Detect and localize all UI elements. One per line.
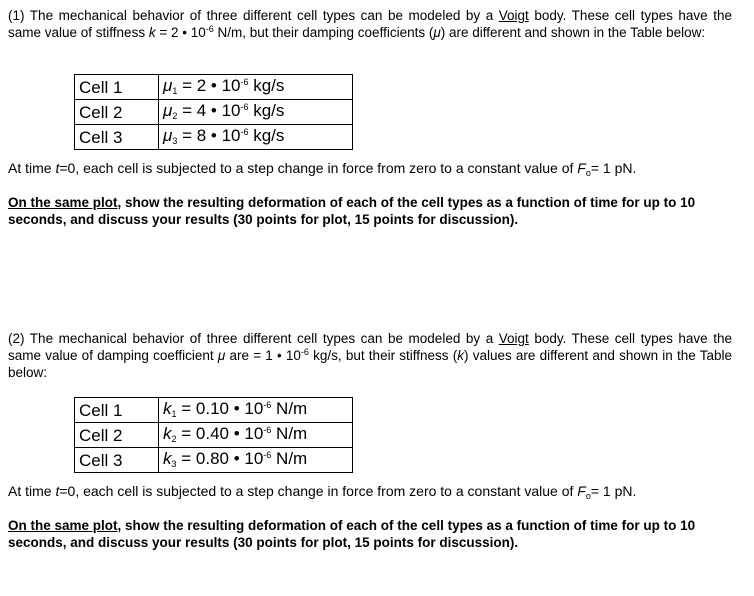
problem1-task: On the same plot, show the resulting deformation of each of the cell types as a function of time for up to 10 seconds, and discuss your results (30 points for plot, 15 points for discussion). bbox=[8, 195, 696, 227]
problem2-task: On the same plot, show the resulting deformation of each of the cell types as a function of time for up to 10 seconds, and discuss your results (30 points for plot, 15 points for discussion). bbox=[8, 518, 696, 550]
table-row bbox=[75, 125, 353, 150]
cell-name: Cell 3 bbox=[75, 448, 159, 473]
problem1-table bbox=[74, 74, 353, 150]
table-row bbox=[75, 100, 353, 125]
damping-value: $\mu_2 = 4$ • $10^{-6}$ kg/s bbox=[159, 100, 353, 125]
cell-name: Cell 2 bbox=[75, 100, 159, 125]
problem2-intro: (2) The mechanical behavior of three different cell types can be modeled by a Voigt body. These cell types have the same value of damping coefficient μ are = 1 • $10^{-6}$ kg/s, but their stiffness (k) values are different and shown in the Table below: bbox=[8, 331, 733, 380]
table-row bbox=[75, 423, 353, 448]
problem2-time-statement: At time t=0, each cell is subjected to a step change in force from zero to a constant value of $F_o= 1$ pN. bbox=[8, 483, 637, 501]
table-row bbox=[75, 448, 353, 473]
problem2-table bbox=[74, 397, 353, 473]
problem1-intro: (1) The mechanical behavior of three different cell types can be modeled by a Voigt body. These cell types have the same value of stiffness k = 2 • $10^{-6}$ N/m, but their damping coefficients (μ) are different and shown in the Table below: bbox=[8, 8, 732, 40]
voigt-term: Voigt bbox=[498, 331, 529, 346]
table-row bbox=[75, 75, 353, 100]
damping-value: $\mu_3 = 8$ • $10^{-6}$ kg/s bbox=[159, 125, 353, 150]
table-row bbox=[75, 398, 353, 423]
cell-name: Cell 1 bbox=[75, 75, 159, 100]
damping-value: $\mu_1 = 2$ • $10^{-6}$ kg/s bbox=[159, 75, 353, 100]
cell-name: Cell 1 bbox=[75, 398, 159, 423]
cell-name: Cell 2 bbox=[75, 423, 159, 448]
problem1-time-statement: At time t=0, each cell is subjected to a step change in force from zero to a constant value of $F_o= 1$ pN. bbox=[8, 160, 637, 178]
stiffness-value: $k_2 = 0.40$ • $10^{-6}$ N/m bbox=[159, 423, 353, 448]
cell-name: Cell 3 bbox=[75, 125, 159, 150]
stiffness-value: $k_1 = 0.10$ • $10^{-6}$ N/m bbox=[159, 398, 353, 423]
voigt-term: Voigt bbox=[498, 8, 529, 23]
stiffness-value: $k_3 = 0.80$ • $10^{-6}$ N/m bbox=[159, 448, 353, 473]
